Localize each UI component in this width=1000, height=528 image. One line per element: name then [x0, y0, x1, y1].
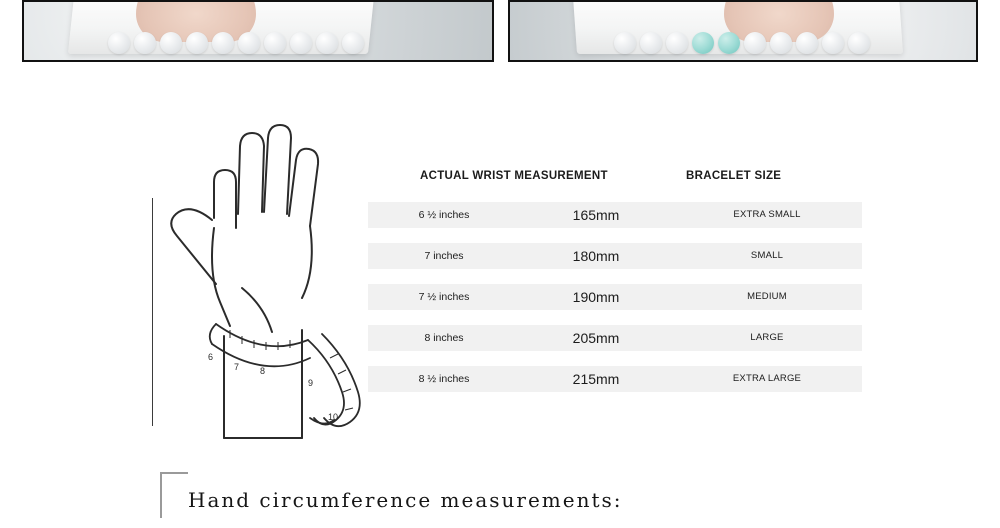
- column-header-size: BRACELET SIZE: [686, 170, 782, 182]
- size-table: [368, 160, 862, 407]
- size-chart: [0, 80, 1000, 528]
- cell-bracelet-size: MEDIUM: [747, 291, 787, 302]
- cell-wrist-inches: 8 ½ inches: [418, 373, 470, 385]
- cell-wrist-inches: 8 inches: [424, 332, 464, 344]
- caption-text: Hand circumference measurements:: [188, 488, 623, 512]
- cell-wrist-inches: 6 ½ inches: [418, 209, 470, 221]
- table-row: [368, 243, 862, 269]
- table-row: [368, 284, 862, 310]
- table-row: [368, 366, 862, 392]
- cell-bracelet-size: EXTRA SMALL: [733, 209, 801, 220]
- photo-bracelet-beads: [594, 28, 892, 58]
- cell-bracelet-size: LARGE: [750, 332, 784, 343]
- product-photo-left[interactable]: [22, 0, 494, 62]
- caption-block: [160, 468, 860, 524]
- product-photo-right[interactable]: [508, 0, 978, 62]
- svg-text:6: 6: [208, 352, 214, 362]
- table-column-divider: [152, 198, 153, 426]
- product-photo-left-content: [24, 2, 492, 60]
- svg-text:7: 7: [234, 362, 240, 372]
- table-row: [368, 325, 862, 351]
- cell-wrist-inches: 7 ½ inches: [418, 291, 470, 303]
- caption-bracket: [160, 472, 188, 518]
- product-photo-strip: [0, 0, 1000, 68]
- column-header-wrist: ACTUAL WRIST MEASUREMENT: [420, 170, 608, 182]
- cell-bracelet-size: SMALL: [750, 250, 784, 261]
- cell-wrist-mm: 180mm: [572, 248, 620, 264]
- svg-text:9: 9: [308, 378, 314, 388]
- cell-wrist-mm: 190mm: [572, 289, 620, 305]
- svg-text:10: 10: [328, 412, 339, 422]
- cell-wrist-mm: 165mm: [572, 207, 620, 223]
- table-row: [368, 202, 862, 228]
- cell-wrist-inches: 7 inches: [424, 250, 464, 262]
- hand-measurement-illustration: [150, 108, 370, 478]
- cell-wrist-mm: 215mm: [572, 371, 620, 387]
- photo-bracelet-beads: [108, 28, 408, 58]
- svg-text:8: 8: [260, 366, 266, 376]
- size-table-header: [368, 160, 862, 202]
- product-photo-right-content: [510, 2, 976, 60]
- cell-bracelet-size: EXTRA LARGE: [732, 373, 802, 384]
- cell-wrist-mm: 205mm: [572, 330, 620, 346]
